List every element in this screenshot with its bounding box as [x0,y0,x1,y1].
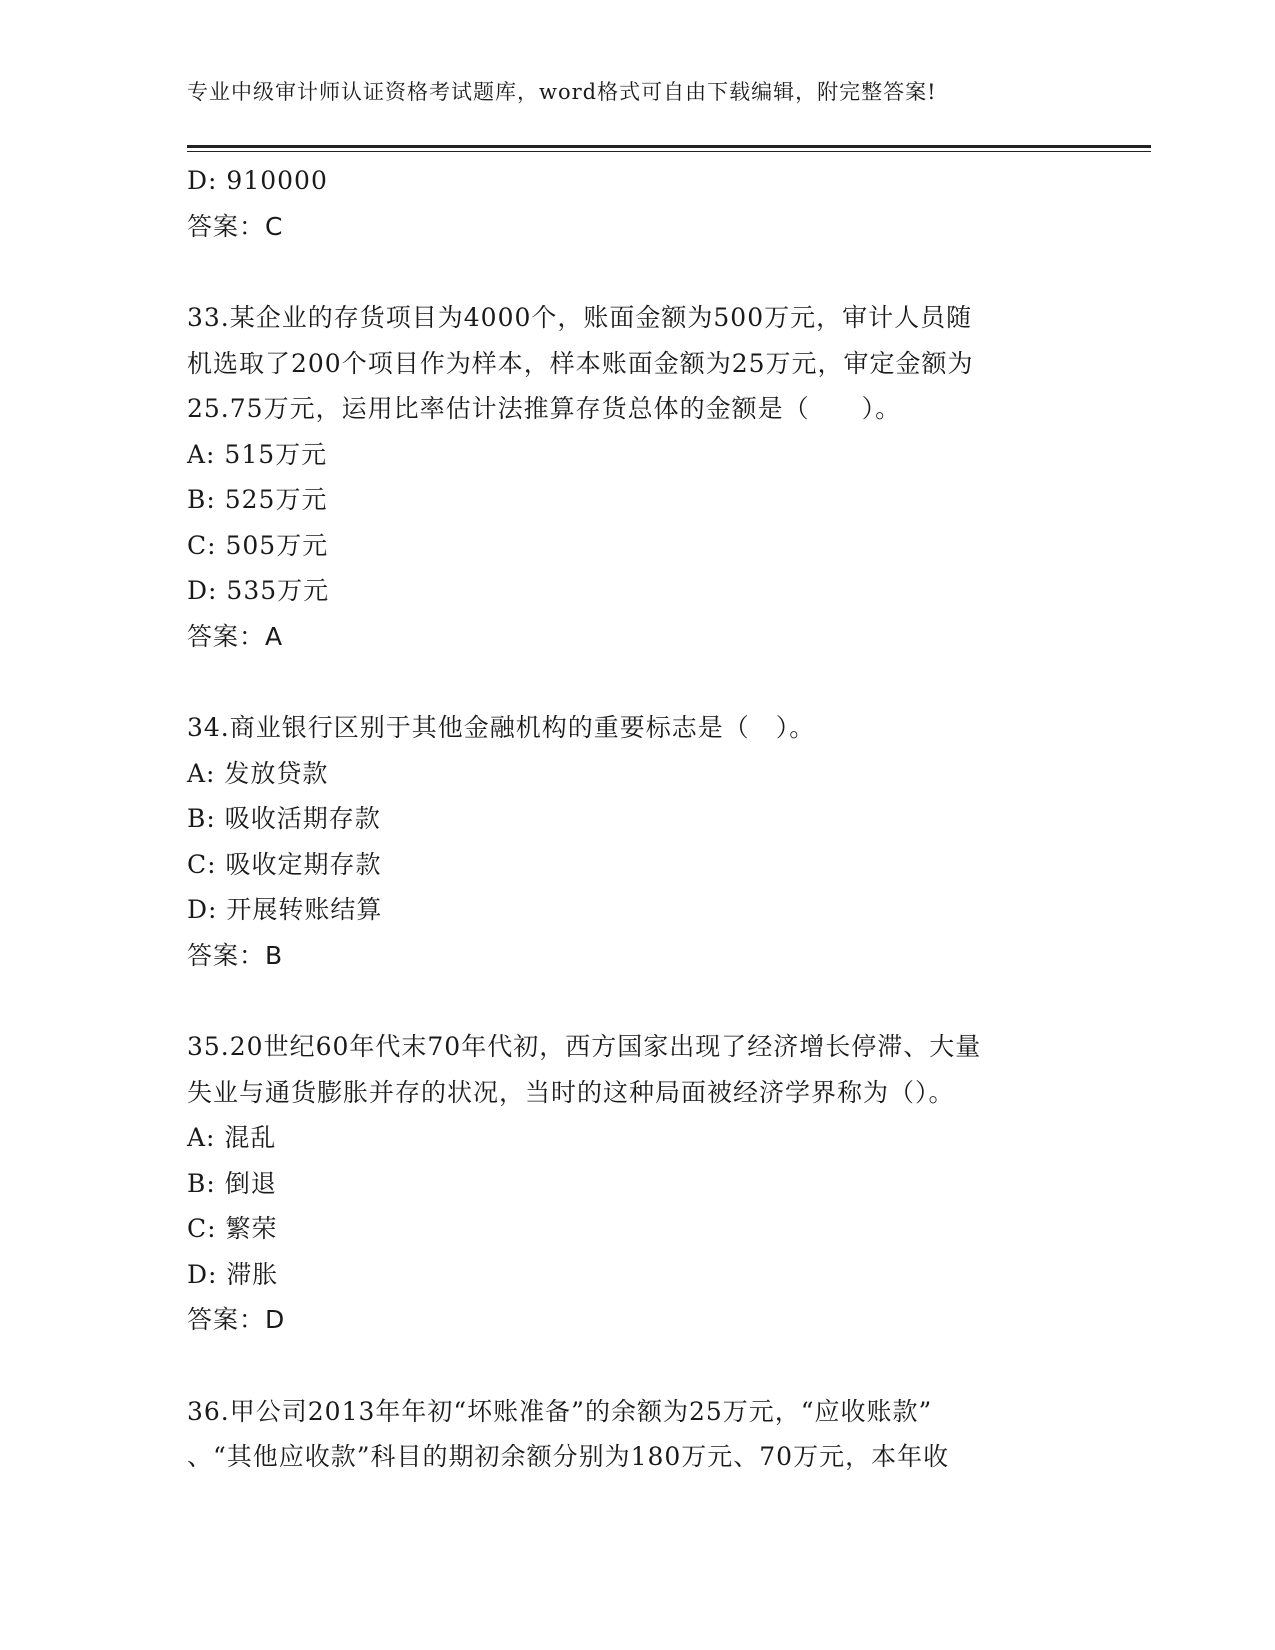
spacer [187,1343,1087,1389]
question-text-line: 25.75万元，运用比率估计法推算存货总体的金额是（ ）。 [187,394,902,423]
header-rule-thin [187,151,1151,152]
question-content [187,158,1087,1480]
answer-line: 答案：A [187,621,284,651]
previous-option-d: D: 910000 [187,166,328,195]
spacer [187,659,1087,705]
option-b: B: 倒退 [187,1168,277,1198]
option-a: A: 发放贷款 [187,758,329,788]
question-text-line: 、“其他应收款”科目的期初余额分别为180万元、70万元，本年收 [187,1442,950,1471]
page-header: 专业中级审计师认证资格考试题库，word格式可自由下载编辑，附完整答案! [187,80,937,104]
question-text-line: 33.某企业的存货项目为4000个，账面金额为500万元，审计人员随 [187,303,973,332]
question-text-line: 机选取了200个项目作为样本，样本账面金额为25万元，审定金额为 [187,348,974,378]
option-b: B: 吸收活期存款 [187,804,381,833]
spacer [187,978,1087,1024]
option-c: C: 505万元 [187,530,329,560]
previous-answer: 答案：C [187,211,284,241]
question-block-33 [187,295,1087,659]
question-block-35 [187,1024,1087,1343]
question-text-line: 34.商业银行区别于其他金融机构的重要标志是（ ）。 [187,713,816,742]
option-c: C: 吸收定期存款 [187,849,382,879]
question-block-36 [187,1389,1087,1480]
option-d: D: 535万元 [187,576,330,605]
answer-line: 答案：D [187,1305,286,1334]
option-d: D: 开展转账结算 [187,895,383,924]
answer-line: 答案：B [187,940,284,970]
header-rule-thick [187,145,1151,148]
question-text-line: 36.甲公司2013年年初“坏账准备”的余额为25万元，“应收账款” [187,1396,933,1426]
question-text-line: 35.20世纪60年代末70年代初，西方国家出现了经济增长停滞、大量 [187,1032,982,1061]
option-a: A: 515万元 [187,439,328,469]
question-text-line: 失业与通货膨胀并存的状况，当时的这种局面被经济学界称为（）。 [187,1077,955,1107]
spacer [187,249,1087,295]
option-b: B: 525万元 [187,485,328,514]
option-c: C: 繁荣 [187,1214,278,1243]
option-a: A: 混乱 [187,1123,277,1152]
option-d: D: 滞胀 [187,1259,279,1289]
question-block-34 [187,705,1087,978]
